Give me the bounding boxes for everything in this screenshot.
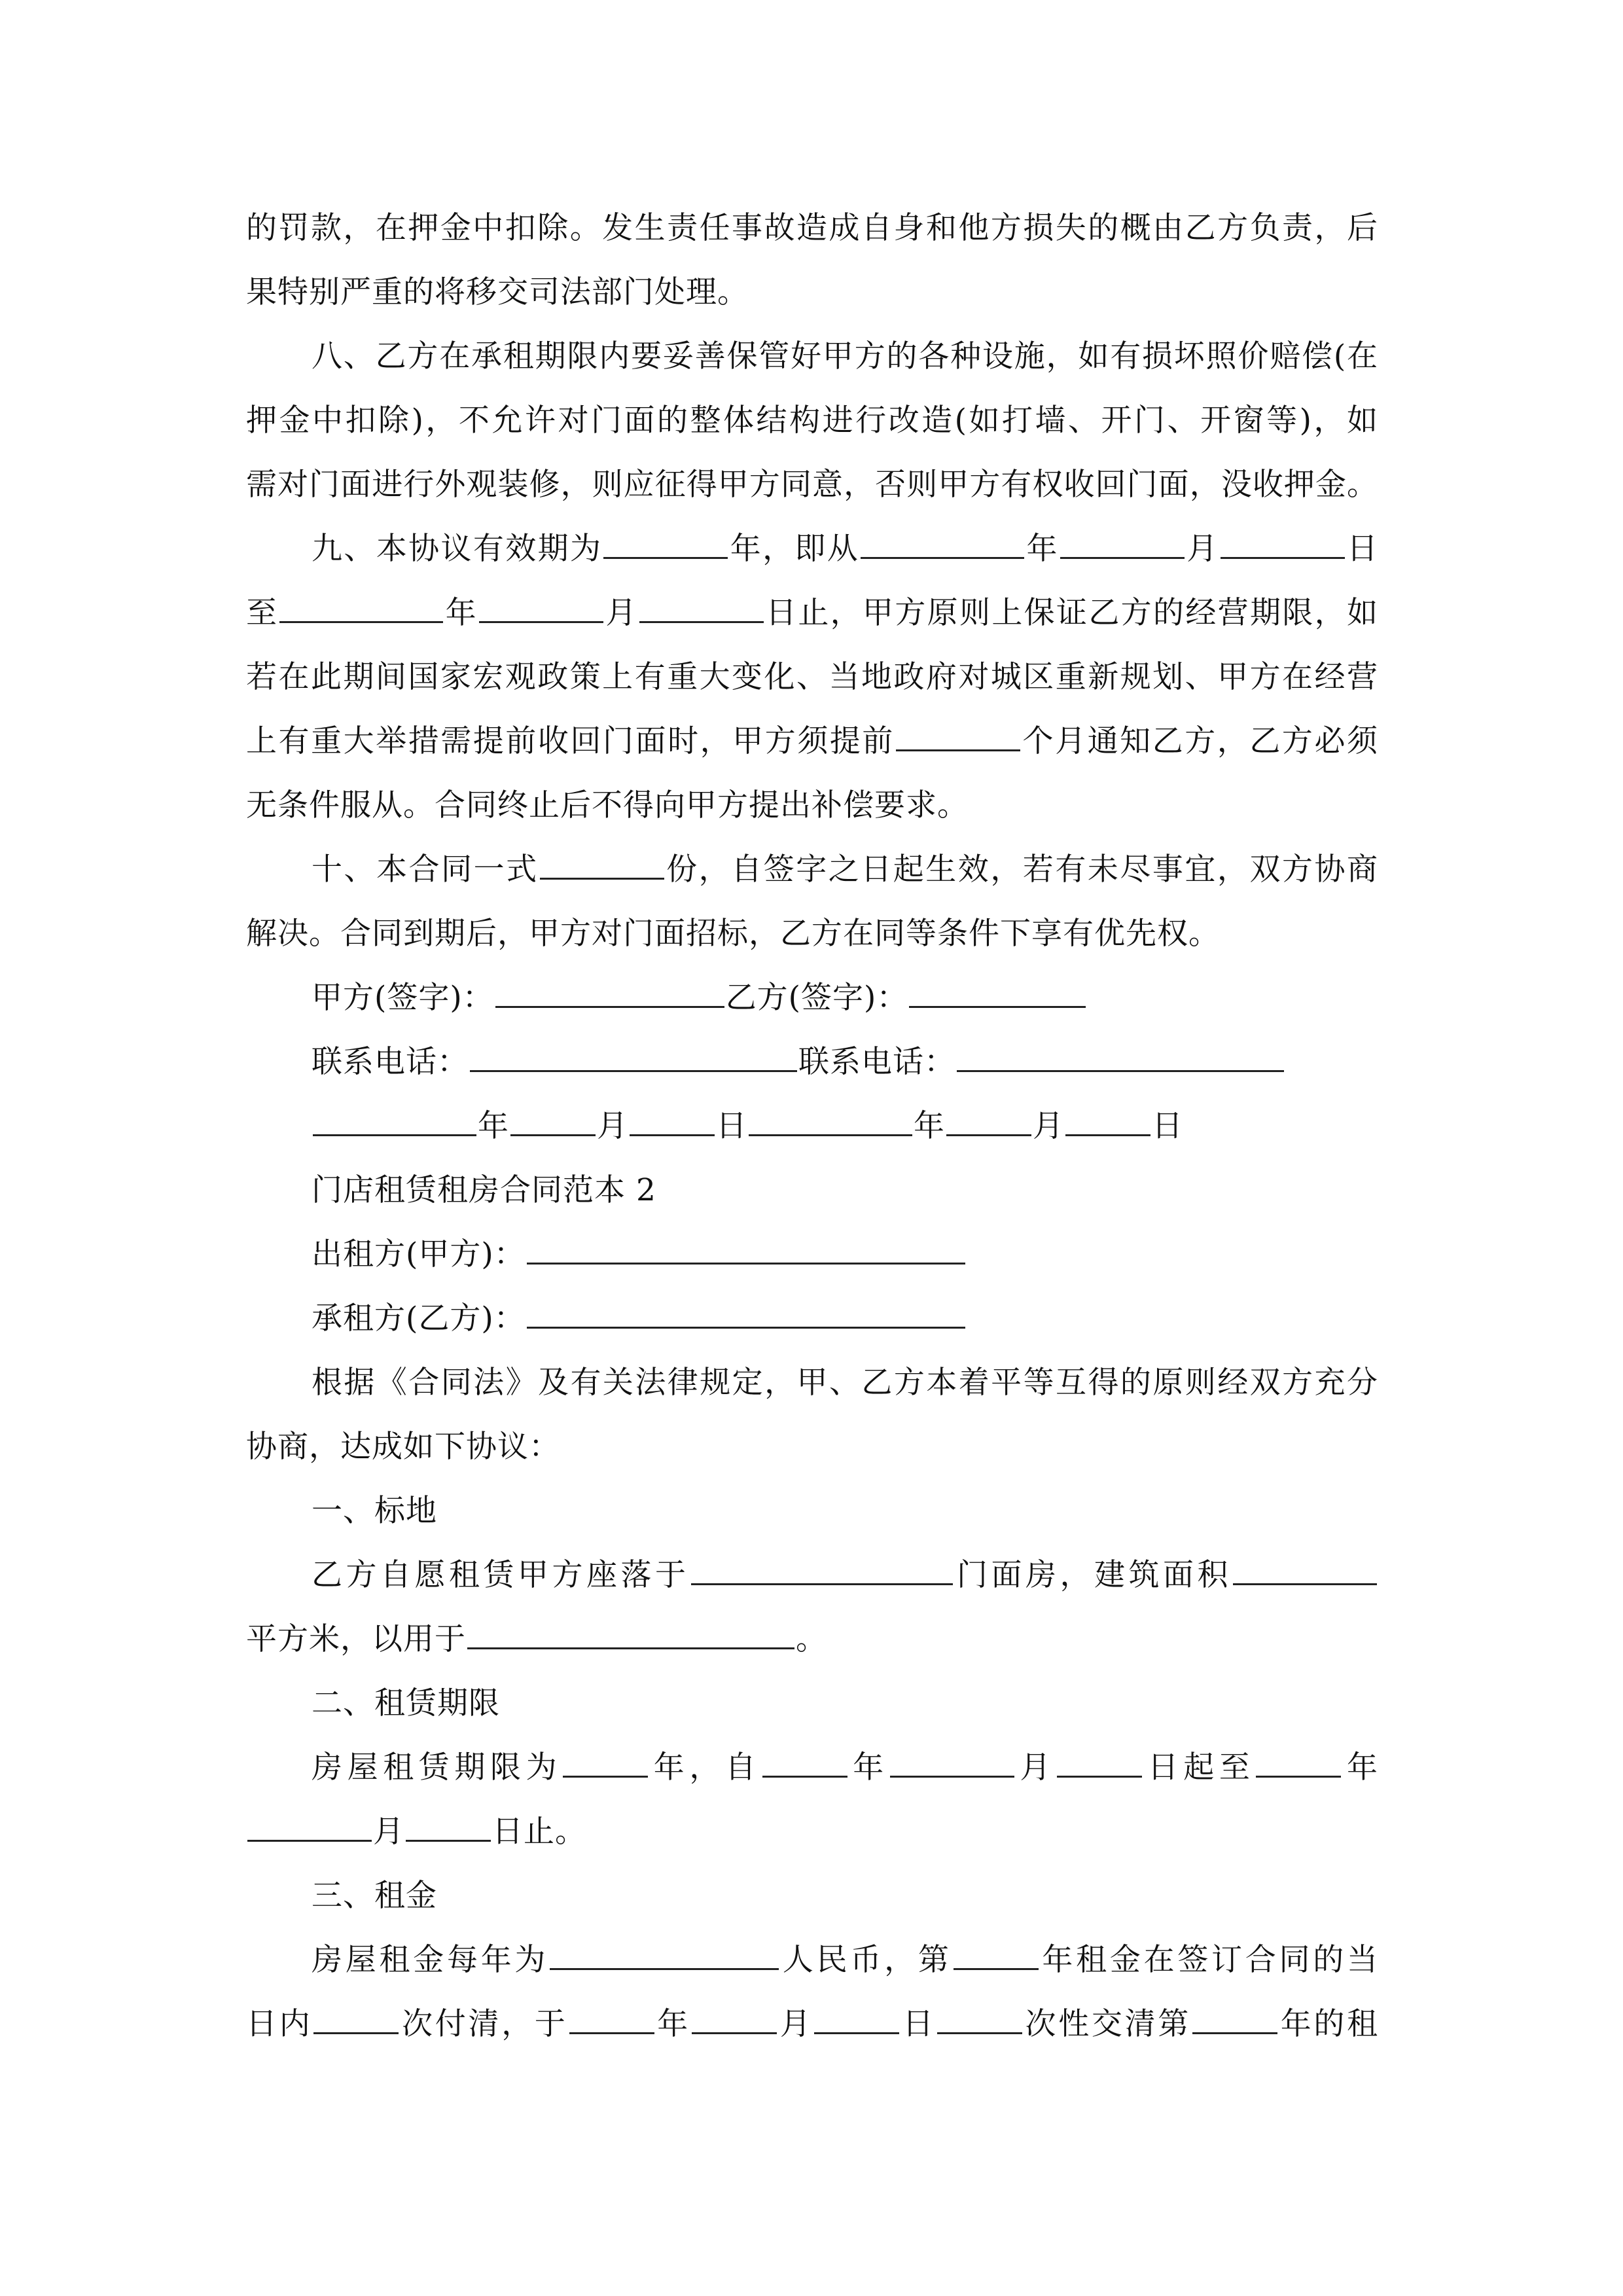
fill-blank[interactable] bbox=[937, 1998, 1022, 2034]
fill-blank[interactable] bbox=[954, 1934, 1039, 1970]
phone-line: 联系电话： 联系电话： bbox=[312, 1030, 1378, 1094]
party-a-signature-field[interactable] bbox=[495, 972, 724, 1008]
text-line: 至 年 月 日止，甲方原则上保证乙方的经营期限，如 bbox=[246, 581, 1378, 645]
text-line: 平方米，以用于 。 bbox=[246, 1607, 1378, 1672]
fill-blank[interactable] bbox=[313, 1100, 476, 1136]
text-line: 解决。合同到期后，甲方对门面招标，乙方在同等条件下享有优先权。 bbox=[246, 916, 1220, 952]
fill-blank[interactable] bbox=[247, 1806, 372, 1842]
text-line: 需对门面进行外观装修，则应征得甲方同意，否则甲方有权收回门面，没收押金。 bbox=[246, 467, 1378, 503]
fill-blank[interactable] bbox=[1221, 523, 1345, 559]
fill-blank[interactable] bbox=[861, 523, 1024, 559]
fill-blank[interactable] bbox=[639, 587, 764, 623]
text-line: 押金中扣除)，不允许对门面的整体结构进行改造(如打墙、开门、开窗等)，如 bbox=[246, 403, 1378, 439]
fill-blank[interactable] bbox=[406, 1806, 491, 1842]
clause-eight-heading-line: 八、乙方在承租期限内要妥善保管好甲方的各种设施，如有损坏照价赔偿(在 bbox=[312, 338, 1378, 374]
rent-amount-field[interactable] bbox=[550, 1934, 779, 1970]
lessee-line: 承租方(乙方)： bbox=[312, 1287, 1378, 1351]
fill-blank[interactable] bbox=[1192, 1998, 1277, 2034]
text-line: 根据《合同法》及有关法律规定，甲、乙方本着平等互得的原则经双方充分 bbox=[312, 1365, 1378, 1401]
area-field[interactable] bbox=[1233, 1549, 1377, 1585]
lessee-field[interactable] bbox=[527, 1293, 965, 1329]
fill-blank[interactable] bbox=[603, 523, 728, 559]
section-heading: 一、标地 bbox=[312, 1493, 437, 1529]
usage-field[interactable] bbox=[467, 1613, 794, 1649]
text-line: 房屋租金每年为 人民币，第 年租金在签订合同的当 bbox=[312, 1928, 1378, 1992]
text-line: 房屋租赁期限为 年，自 年 月 日起至 年 bbox=[312, 1736, 1378, 1800]
clause-nine-line: 九、本协议有效期为 年，即从 年 月 日 bbox=[312, 517, 1378, 581]
fill-blank[interactable] bbox=[540, 844, 664, 880]
text-line: 无条件服从。合同终止后不得向甲方提出补偿要求。 bbox=[246, 787, 969, 823]
text-line: 月 日止。 bbox=[246, 1800, 1378, 1864]
clause-ten-line: 十、本合同一式 份，自签字之日起生效，若有未尽事宜，双方协商 bbox=[312, 838, 1378, 902]
fill-blank[interactable] bbox=[1060, 523, 1185, 559]
fill-blank[interactable] bbox=[313, 1998, 399, 2034]
party-a-phone-field[interactable] bbox=[470, 1036, 797, 1072]
contract-title: 门店租赁租房合同范本 2 bbox=[312, 1172, 656, 1208]
fill-blank[interactable] bbox=[1057, 1742, 1142, 1778]
text-line: 上有重大举措需提前收回门面时，甲方须提前 个月通知乙方，乙方必须 bbox=[246, 709, 1378, 774]
fill-blank[interactable] bbox=[890, 1742, 1014, 1778]
location-field[interactable] bbox=[691, 1549, 953, 1585]
lessor-field[interactable] bbox=[527, 1229, 965, 1265]
party-b-signature-field[interactable] bbox=[909, 972, 1086, 1008]
text-line: 日内 次付清，于 年 月 日 次性交清第 年的租 bbox=[246, 1992, 1378, 2056]
fill-blank[interactable] bbox=[896, 715, 1020, 751]
fill-blank[interactable] bbox=[479, 587, 603, 623]
date-line: 年 月 日 年 月 日 bbox=[312, 1094, 1378, 1158]
lessor-line: 出租方(甲方)： bbox=[312, 1223, 1378, 1287]
section-heading: 二、租赁期限 bbox=[312, 1685, 500, 1721]
fill-blank[interactable] bbox=[946, 1100, 1031, 1136]
fill-blank[interactable] bbox=[814, 1998, 899, 2034]
text-line: 的罚款，在押金中扣除。发生责任事故造成自身和他方损失的概由乙方负责，后 bbox=[246, 210, 1378, 246]
section-heading: 三、租金 bbox=[312, 1878, 437, 1914]
fill-blank[interactable] bbox=[749, 1100, 912, 1136]
text-line: 协商，达成如下协议： bbox=[246, 1429, 560, 1465]
fill-blank[interactable] bbox=[630, 1100, 715, 1136]
text-line: 乙方自愿租赁甲方座落于 门面房，建筑面积 bbox=[312, 1543, 1378, 1607]
fill-blank[interactable] bbox=[569, 1998, 654, 2034]
signature-line: 甲方(签字)： 乙方(签字)： bbox=[312, 966, 1378, 1030]
text-line: 果特别严重的将移交司法部门处理。 bbox=[246, 274, 749, 310]
fill-blank[interactable] bbox=[1065, 1100, 1150, 1136]
text-line: 若在此期间国家宏观政策上有重大变化、当地政府对城区重新规划、甲方在经营 bbox=[246, 659, 1378, 695]
fill-blank[interactable] bbox=[1256, 1742, 1341, 1778]
fill-blank[interactable] bbox=[510, 1100, 596, 1136]
fill-blank[interactable] bbox=[692, 1998, 777, 2034]
party-b-phone-field[interactable] bbox=[957, 1036, 1284, 1072]
fill-blank[interactable] bbox=[762, 1742, 847, 1778]
fill-blank[interactable] bbox=[279, 587, 443, 623]
fill-blank[interactable] bbox=[563, 1742, 648, 1778]
